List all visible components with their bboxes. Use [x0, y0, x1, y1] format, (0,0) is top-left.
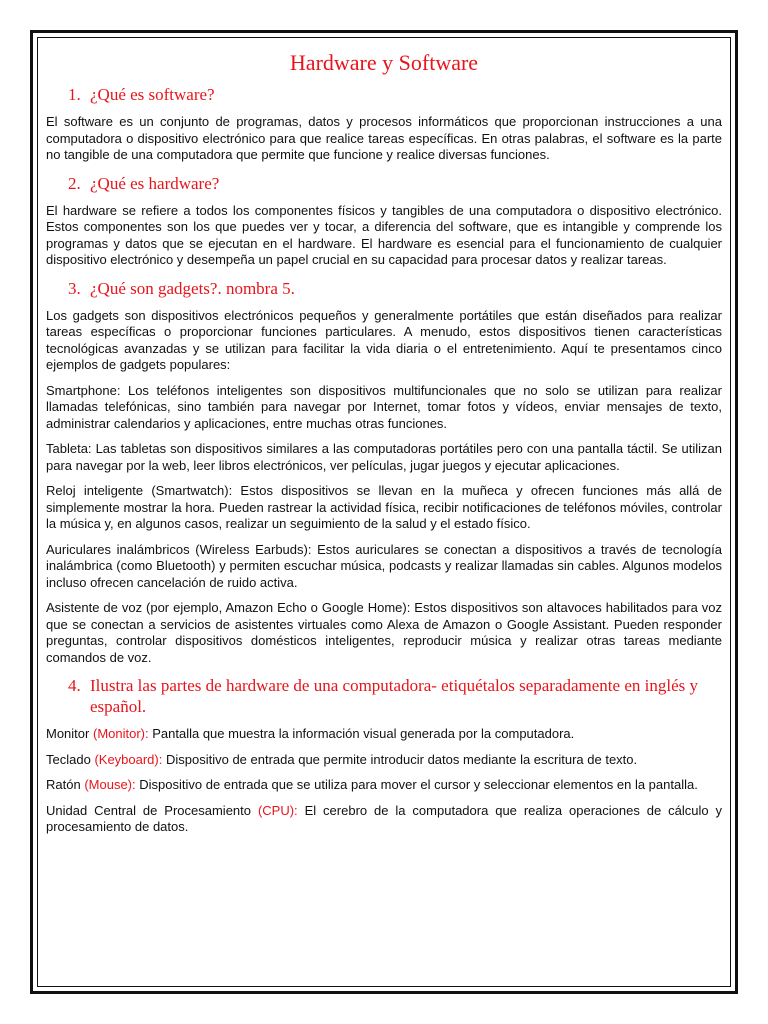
part-description: El cerebro de la computadora que realiza operaciones de cálculo y procesamiento de datos.	[46, 802, 723, 834]
part-paragraph-cpu	[46, 803, 722, 836]
part-name-en: (CPU):	[257, 802, 298, 818]
software-paragraph: El software es un conjunto de programas, datos y procesos informáticos que proporcionan instrucciones a una computadora o dispositivo electrónico para que realice tareas específicas. En otras palabras, el software es la parte no tangible de una computadora que permite que funcione y realice diversas funciones.	[46, 114, 722, 162]
section-heading-hardware-parts	[46, 675, 722, 717]
gadget-paragraph-voice-assistant: Asistente de voz (por ejemplo, Amazon Echo o Google Home): Estos dispositivos son altavoces habilitados para voz que se conectan a servicios de asistentes virtuales como Alexa de Amazon o Google Assistant. Pueden responder preguntas, controlar dispositivos domésticos inteligentes, reproducir música y realizar otras tareas mediante comandos de voz.	[46, 600, 722, 665]
part-name-en: (Keyboard):	[94, 751, 163, 767]
document-title: Hardware y Software	[289, 50, 479, 75]
gadget-paragraph-smartphone: Smartphone: Los teléfonos inteligentes son dispositivos multifuncionales que no solo se utilizan para realizar llamadas telefónicas, sino también para navegar por Internet, tomar fotos y vídeos, enviar mensajes de texto, administrar calendarios y aplicaciones, entre muchas otras funciones.	[46, 382, 722, 431]
section-heading-hardware	[46, 173, 722, 194]
part-description: Dispositivo de entrada que permite introducir datos mediante la escritura de texto.	[165, 751, 638, 767]
document-body	[46, 46, 722, 845]
part-description: Dispositivo de entrada que se utiliza para mover el cursor y seleccionar elementos en la pantalla.	[139, 777, 698, 792]
section-heading-software	[46, 84, 722, 105]
part-paragraph-mouse	[46, 777, 722, 794]
section-number: 2.	[68, 173, 81, 193]
section-title: ¿Qué es software?	[90, 85, 215, 104]
section-number: 3.	[68, 278, 81, 298]
section-number: 1.	[68, 85, 81, 104]
section-title: Ilustra las partes de hardware de una computadora- etiquétalos separadamente en inglés y español.	[90, 676, 698, 716]
gadget-paragraph-tablet: Tableta: Las tabletas son dispositivos similares a las computadoras portátiles pero con una pantalla táctil. Se utilizan para navegar por la web, leer libros electrónicos, ver películas, jugar juegos y ejecutar aplicaciones.	[46, 441, 722, 473]
gadget-paragraph-smartwatch: Reloj inteligente (Smartwatch): Estos dispositivos se llevan en la muñeca y ofrecen funciones más allá de simplemente mostrar la hora. Pueden rastrear la actividad física, recibir notificaciones de teléfonos móviles, controlar la música y, en algunos casos, realizar un seguimiento de la salud y el estado físico.	[46, 483, 722, 531]
gadgets-intro-paragraph: Los gadgets son dispositivos electrónicos pequeños y generalmente portátiles que están diseñados para realizar tareas específicas o proporcionar funciones particulares. A menudo, estos dispositivos tienen características tecnológicas avanzadas y se utilizan para facilitar la vida diaria o el entretenimiento. Aquí te presentamos cinco ejemplos de gadgets populares:	[46, 307, 722, 372]
part-name-en: (Mouse):	[84, 777, 136, 792]
section-number: 4.	[68, 676, 81, 695]
part-name-en: (Monitor):	[92, 726, 149, 741]
part-paragraph-keyboard	[46, 752, 722, 769]
section-heading-gadgets	[46, 278, 722, 299]
part-name-es: Unidad Central de Procesamiento	[46, 802, 252, 818]
part-paragraph-monitor	[46, 726, 722, 743]
gadget-paragraph-earbuds: Auriculares inalámbricos (Wireless Earbuds): Estos auriculares se conectan a dispositivos a través de tecnología inalámbrica (como Bluetooth) y permiten escuchar música, podcasts y realizar llamadas sin cables. Algunos modelos incluso ofrecen cancelación de ruido activa.	[46, 541, 722, 590]
part-description: Pantalla que muestra la información visual generada por la computadora.	[152, 726, 575, 741]
part-name-es: Teclado	[46, 751, 91, 767]
hardware-paragraph: El hardware se refiere a todos los componentes físicos y tangibles de una computadora o dispositivo electrónico. Estos componentes son los que puedes ver y tocar, a diferencia del software, que es intangible y comprende los programas y datos que se ejecutan en el hardware. El hardware es esencial para el funcionamiento de cualquier dispositivo electrónico y desempeña un papel crucial en su capacidad para procesar datos y realizar tareas.	[46, 202, 722, 267]
part-name-es: Ratón	[46, 777, 81, 792]
section-title: ¿Qué es hardware?	[90, 173, 220, 193]
section-title: ¿Qué son gadgets?. nombra 5.	[90, 278, 295, 298]
part-name-es: Monitor	[46, 726, 90, 741]
